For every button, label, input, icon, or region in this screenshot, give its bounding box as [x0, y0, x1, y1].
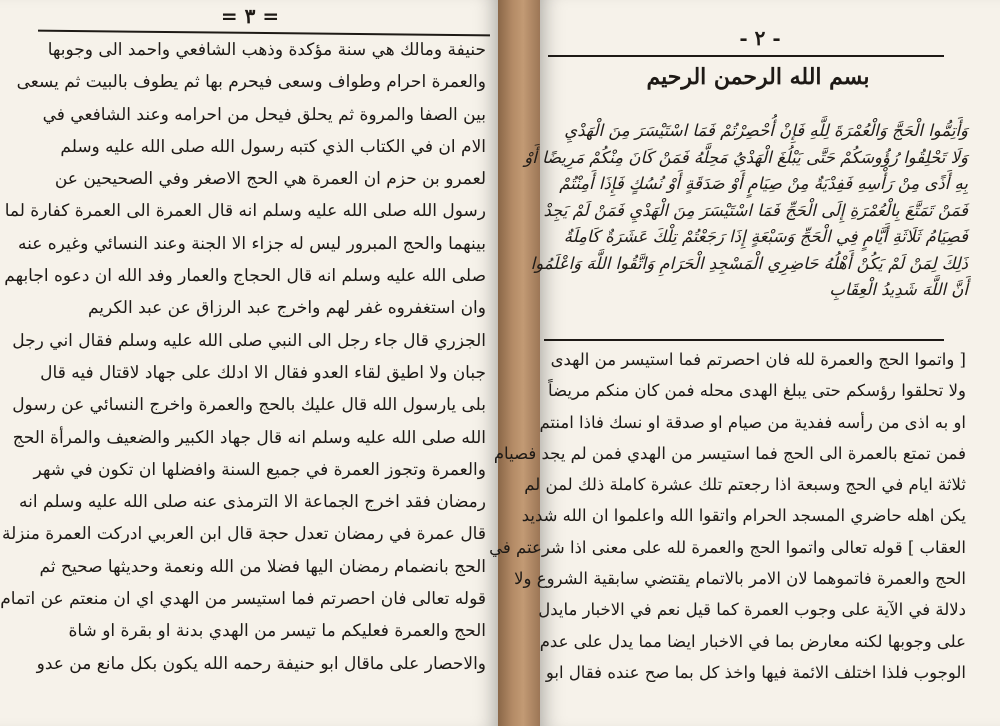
text-line: على وجوبها لكنه معارض بما في الاخبار ايضا مما يدل على عدم [539, 631, 966, 651]
text-line: رسول الله صلى الله عليه وسلم انه قال العمرة الى العمرة كفارة لما [4, 201, 486, 222]
text-line: لعمرو بن حزم ان العمرة هي الحج الاصغر وفي الصحيحين عن [54, 169, 486, 190]
text-line: صلى الله عليه وسلم انه قال الحجاج والعمار وفد الله ان دعوه اجابهم [4, 266, 486, 287]
text-line: والعمرة احرام وطواف وسعى فيحرم بها ثم يطوف بالبيت ثم يسعى [16, 72, 486, 93]
basmala-heading: بسم الله الرحمن الرحيم [646, 64, 870, 90]
text-line: الحج بانضمام رمضان اليها فضلا من الله ونعمة وحديثها صحيح ثم [39, 556, 486, 577]
text-line: وَأَتِمُّوا الْحَجَّ وَالْعُمْرَةَ لِلَّهِ فَإِنْ أُحْصِرْتُمْ فَمَا اسْتَيْسَرَ مِنَ الْهَدْيِ [564, 121, 968, 140]
quran-verse-text [524, 118, 968, 304]
text-line: بين الصفا والمروة ثم يحلق فيحل من احرامه وعند الشافعي في [42, 104, 486, 125]
text-line: فمن تمتع بالعمرة الى الحج فما استيسر من الهدي فمن لم يجد فصيام [493, 443, 966, 463]
text-line: والعمرة وتجوز العمرة في جميع السنة وافضلها ان تكون في شهر [33, 459, 486, 480]
page-number: - ٢ - [739, 26, 781, 50]
text-line: فَصِيَامُ ثَلَاثَةِ أَيَّامٍ فِي الْحَجِّ وَسَبْعَةٍ إِذَا رَجَعْتُمْ تِلْكَ عَشَرَةٌ كَامِلَةٌ [563, 227, 968, 246]
text-line: الام ان في الكتاب الذي كتبه رسول الله صلى الله عليه وسلم [60, 136, 486, 157]
page-number: = ٣ = [220, 4, 280, 28]
book-gutter [498, 0, 540, 726]
text-line: فَمَنْ تَمَتَّعَ بِالْعُمْرَةِ إِلَى الْحَجِّ فَمَا اسْتَيْسَرَ مِنَ الْهَدْيِ فَمَنْ لَمْ يَجِدْ [543, 200, 968, 220]
text-line: او به اذى من رأسه ففدية من صيام او صدقة او نسك فاذا امنتم [539, 412, 966, 432]
text-line: [ واتموا الحج والعمرة لله فان احصرتم فما استيسر من الهدى [550, 350, 966, 369]
text-line: قال عمرة في رمضان تعدل حجة قال ابن العربي ادركت العمرة منزلة [1, 524, 486, 545]
text-line: ثلاثة ايام في الحج وسبعة اذا رجعتم تلك عشرة كاملة ذلك لمن لم [524, 475, 966, 495]
text-line: الوجوب فلذا اختلف الائمة فيها واخذ كل بما صح عنده فقال ابو [545, 662, 966, 682]
text-line: دلالة في الآية على وجوب العمرة كما قيل نعم في الاخبار مايدل [538, 600, 966, 620]
text-line: بينهما والحج المبرور ليس له جزاء الا الجنة وعند النسائي وغيره عنه [17, 233, 486, 254]
text-line: جبان ولا اطيق لقاء العدو فقال الا ادلك على جهاد لاقتال فيه قال [40, 362, 486, 383]
text-line: بلى يارسول الله قال عليك بالحج والعمرة واخرج النسائي عن رسول [12, 395, 486, 416]
text-line: الحج والعمرة فاتموهما لان الامر بالاتمام يقتضي سابقية الشروع ولا [514, 569, 966, 589]
text-line: حنيفة ومالك هي سنة مؤكدة وذهب الشافعي واحمد الى وجوبها [47, 40, 486, 60]
text-line: بِهِ أَذًى مِنْ رَأْسِهِ فَفِدْيَةٌ مِنْ صِيَامٍ أَوْ صَدَقَةٍ أَوْ نُسُكٍ فَإِذَا أَمِنْتُمْ [559, 174, 968, 193]
text-line: قوله تعالى فان احصرتم فما استيسر من الهدي اي ان منعتم عن اتمام [0, 589, 486, 610]
text-line: والاحصار على ماقال ابو حنيفة رحمه الله يكون بكل مانع من عدو [36, 653, 486, 674]
text-line: وَلَا تَحْلِقُوا رُؤُوسَكُمْ حَتَّى يَبْلُغَ الْهَدْيُ مَحِلَّهُ فَمَنْ كَانَ مِنْكُمْ مَرِيضًا أَوْ [524, 147, 968, 167]
text-line: وان استغفروه غفر لهم واخرج عبد الرزاق عن عبد الكريم [87, 298, 486, 319]
text-line: رمضان فقد اخرج الجماعة الا الترمذى عنه صلى الله عليه وسلم انه [19, 492, 486, 513]
text-line: ولا تحلقوا رؤسكم حتى يبلغ الهدى محله فمن كان منكم مريضاً [548, 381, 966, 401]
commentary-text [489, 344, 966, 688]
text-line: العقاب ] قوله تعالى واتموا الحج والعمرة لله على معنى اذا شرعتم في [489, 537, 966, 557]
text-line: الجزري قال جاء رجل الى النبي صلى الله عليه وسلم فقال اني رجل [12, 330, 486, 351]
text-line: الله صلى الله عليه وسلم انه قال جهاد الكبير والضعيف والمرأة الحج [12, 427, 486, 448]
text-line: الحج والعمرة فعليكم ما تيسر من الهدي بدنة او بقرة او شاة [68, 621, 486, 642]
right-page [489, 0, 1000, 726]
left-page [0, 0, 498, 726]
section-divider [544, 339, 944, 341]
header-rule [548, 55, 944, 57]
text-line: يكن اهله حاضري المسجد الحرام واتقوا الله واعلموا ان الله شديد [521, 506, 966, 526]
body-text [0, 34, 486, 680]
text-line: ذَلِكَ لِمَنْ لَمْ يَكُنْ أَهْلُهُ حَاضِرِي الْمَسْجِدِ الْحَرَامِ وَاتَّقُوا اللَّهَ وَاعْلَمُوا [530, 253, 968, 273]
text-line: أَنَّ اللَّهَ شَدِيدُ الْعِقَابِ [829, 280, 968, 299]
